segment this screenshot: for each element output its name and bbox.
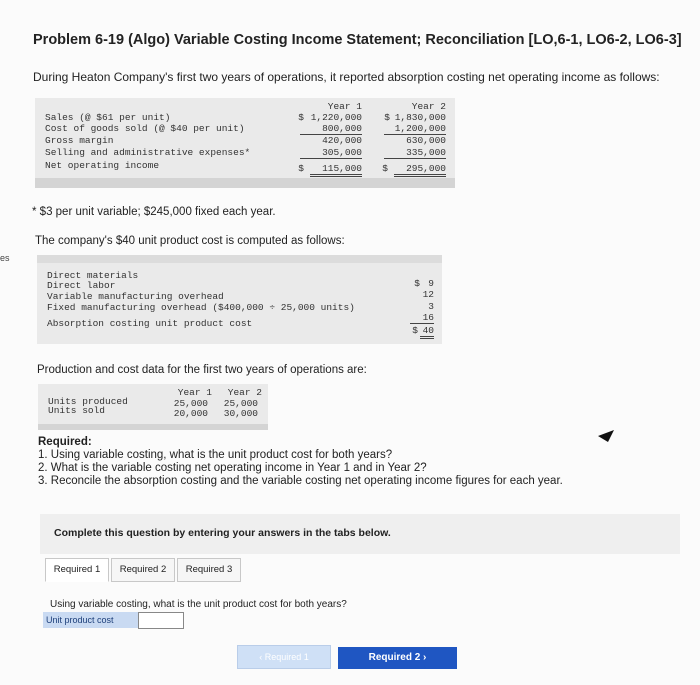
prod-header-year1: Year 1 xyxy=(177,387,212,398)
unit-cost-intro: The company's $40 unit product cost is computed as follows: xyxy=(35,235,345,247)
question-text: Using variable costing, what is the unit product cost for both years? xyxy=(50,599,347,610)
uc-currency: $ xyxy=(412,325,418,336)
prod-header-year2: Year 2 xyxy=(227,387,262,398)
is-header-year1: Year 1 xyxy=(327,101,362,112)
prod-value-year2: 30,000 xyxy=(223,408,258,419)
mouse-cursor-icon xyxy=(598,430,614,442)
required-section xyxy=(38,436,563,488)
is-label: Sales (@ $61 per unit) xyxy=(45,112,171,123)
is-label: Cost of goods sold (@ $40 per unit) xyxy=(45,123,245,134)
is-value-year2: 295,000 xyxy=(394,163,446,177)
is-label: Gross margin xyxy=(45,135,114,146)
is-value-year1: 305,000 xyxy=(300,147,362,159)
tab-required-3[interactable]: Required 3 xyxy=(177,558,241,582)
tab-required-2[interactable]: Required 2 xyxy=(111,558,175,582)
next-required-button[interactable]: Required 2 › xyxy=(338,647,457,669)
uc-value-absorption-cost: 40 xyxy=(420,325,434,339)
uc-label-fixed-overhead: Fixed manufacturing overhead ($400,000 ÷ 25,000 units) xyxy=(47,302,355,313)
required-item-3: 3. Reconcile the absorption costing and the variable costing net operating income figures for each year. xyxy=(38,475,563,487)
prod-value-year2: 25,000 xyxy=(223,398,258,409)
is-value-year1: 800,000 xyxy=(300,123,362,135)
instructions-box xyxy=(40,514,680,554)
prod-label-units-produced: Units produced xyxy=(48,396,128,407)
production-shadow xyxy=(38,424,268,430)
required-heading: Required: xyxy=(38,436,92,448)
is-currency: $ xyxy=(298,163,304,174)
is-label: Net operating income xyxy=(45,160,160,171)
prod-value-year1: 20,000 xyxy=(173,408,208,419)
is-value-year1: 1,220,000 xyxy=(310,112,362,123)
unit-product-cost-input[interactable] xyxy=(138,612,184,629)
prod-label-units-sold: Units sold xyxy=(48,405,106,416)
uc-value-variable-overhead: 3 xyxy=(428,301,434,312)
is-value-year2: 630,000 xyxy=(406,135,446,146)
page-title: Problem 6-19 (Algo) Variable Costing Income Statement; Reconciliation [LO,6-1, LO6-2, LO6-3] xyxy=(33,32,682,48)
tab-required-1[interactable]: Required 1 xyxy=(45,558,109,582)
instructions-text: Complete this question by entering your answers in the tabs below. xyxy=(54,527,391,539)
required-item-1: 1. Using variable costing, what is the unit product cost for both years? xyxy=(38,449,393,461)
answer-label: Unit product cost xyxy=(43,612,139,628)
left-edge-fragment: es xyxy=(0,253,10,263)
uc-value-direct-materials: 9 xyxy=(428,278,434,289)
uc-value-direct-labor: 12 xyxy=(422,289,434,300)
uc-label-direct-materials: Direct materials xyxy=(47,270,139,281)
uc-value-fixed-overhead: 16 xyxy=(410,312,434,324)
uc-currency: $ xyxy=(414,278,420,289)
is-currency: $ xyxy=(298,112,304,123)
is-header-year2: Year 2 xyxy=(411,101,446,112)
intro-text: During Heaton Company's first two years of operations, it reported absorption costing net operating income as follows: xyxy=(33,70,660,84)
is-currency: $ xyxy=(382,163,388,174)
is-value-year2: 1,830,000 xyxy=(394,112,446,123)
is-value-year1: 115,000 xyxy=(310,163,362,177)
required-item-2: 2. What is the variable costing net operating income in Year 1 and in Year 2? xyxy=(38,462,427,474)
is-label: Selling and administrative expenses* xyxy=(45,147,251,158)
is-value-year2: 1,200,000 xyxy=(384,123,446,135)
unit-cost-shadow xyxy=(37,255,442,263)
income-statement-shadow xyxy=(35,178,455,188)
is-value-year1: 420,000 xyxy=(322,135,362,146)
is-value-year2: 335,000 xyxy=(384,147,446,159)
prev-required-button[interactable]: ‹ Required 1 xyxy=(237,645,331,669)
footnote: * $3 per unit variable; $245,000 fixed each year. xyxy=(32,206,276,218)
uc-label-variable-overhead: Variable manufacturing overhead xyxy=(47,291,224,302)
uc-label-absorption-cost: Absorption costing unit product cost xyxy=(47,318,253,329)
production-intro: Production and cost data for the first two years of operations are: xyxy=(37,364,367,376)
uc-label-direct-labor: Direct labor xyxy=(47,280,116,291)
is-currency: $ xyxy=(384,112,390,123)
prod-value-year1: 25,000 xyxy=(173,398,208,409)
